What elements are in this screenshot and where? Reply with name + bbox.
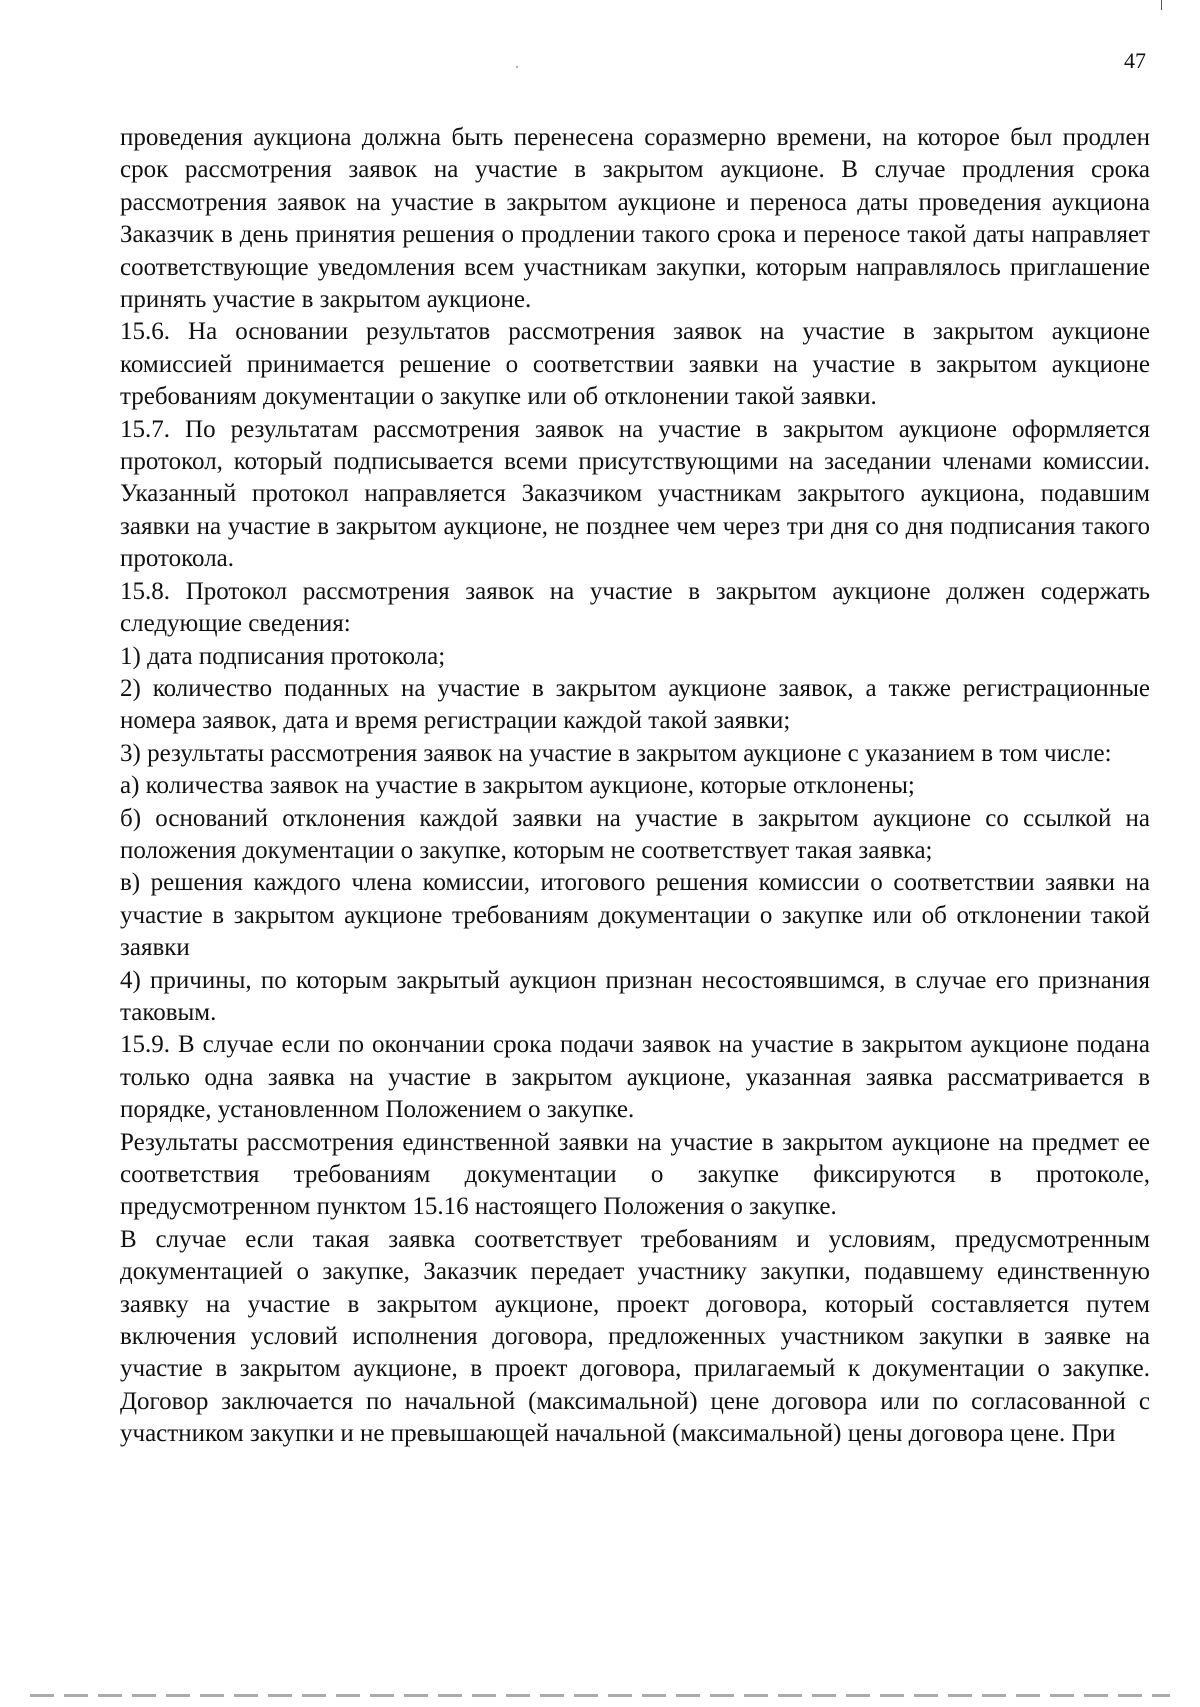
- scan-edge-mark: [1161, 0, 1162, 10]
- paragraph-15-9: 15.9. В случае если по окончании срока подачи заявок на участие в закрытом аукционе подана только одна заявка на участие в закрытом аукционе, указанная заявка рассматривается в порядке, установленном Положением о закупке.: [120, 1031, 1150, 1124]
- page-number: 47: [1124, 48, 1146, 73]
- list-item-3a: а) количества заявок на участие в закрытом аукционе, которые отклонены;: [120, 772, 915, 800]
- paragraph-15-8: 15.8. Протокол рассмотрения заявок на участие в закрытом аукционе должен содержать следующие сведения:: [120, 577, 1150, 638]
- paragraph-15-7: 15.7. По результатам рассмотрения заявок на участие в закрытом аукционе оформляется протокол, который подписывается всеми присутствующими на заседании членами комиссии. Указанный протокол направляется Заказчиком участникам закрытого аукциона, подавшим заявки на участие в закрытом аукционе, не позднее чем через три дня со дня подписания такого протокола.: [120, 415, 1150, 573]
- list-item-3v: в) решения каждого члена комиссии, итогового решения комиссии о соответствии заявки на участие в закрытом аукционе требованиям документации о закупке или об отклонении такой заявки: [120, 869, 1150, 962]
- paragraph-continuation: проведения аукциона должна быть перенесена соразмерно времени, на которое был продлен срок рассмотрения заявок на участие в закрытом аукционе. В случае продления срока рассмотрения заявок на участие в закрытом аукционе и переноса даты проведения аукциона Заказчик в день принятия решения о продлении такого срока и переносе такой даты направляет соответствующие уведомления всем участникам закупки, которым направлялось приглашение принять участие в закрытом аукционе.: [120, 124, 1150, 314]
- list-item-3b: б) оснований отклонения каждой заявки на участие в закрытом аукционе со ссылкой на положения документации о закупке, которым не соответствует такая заявка;: [120, 804, 1150, 864]
- list-item-1: 1) дата подписания протокола;: [120, 642, 446, 670]
- scan-artifact-dashed-line: [30, 1694, 1170, 1697]
- paragraph-results: Результаты рассмотрения единственной заявки на участие в закрытом аукционе на предмет ее соответствия требованиям документации о закупке фиксируются в протоколе, предусмотренном пунктом 15.16 настоящего Положения о закупке.: [120, 1128, 1150, 1221]
- list-item-2: 2) количество поданных на участие в закрытом аукционе заявок, а также регистрационные номера заявок, дата и время регистрации каждой такой заявки;: [120, 674, 1150, 735]
- list-item-4: 4) причины, по которым закрытый аукцион признан несостоявшимся, в случае его признания таковым.: [120, 966, 1150, 1026]
- document-body: [120, 122, 1150, 1451]
- list-item-3: 3) результаты рассмотрения заявок на участие в закрытом аукционе с указанием в том числе:: [120, 739, 1112, 767]
- paragraph-15-6: 15.6. На основании результатов рассмотрения заявок на участие в закрытом аукционе комиссией принимается решение о соответствии заявки на участие в закрытом аукционе требованиям документации о закупке или об отклонении такой заявки.: [120, 318, 1150, 411]
- scan-speck: [516, 66, 518, 68]
- paragraph-contract: В случае если такая заявка соответствует требованиям и условиям, предусмотренным документацией о закупке, Заказчик передает участнику закупки, подавшему единственную заявку на участие в закрытом аукционе, проект договора, который составляется путем включения условий исполнения договора, предложенных участником закупки в заявке на участие в закрытом аукционе, в проект договора, прилагаемый к документации о закупке. Договор заключается по начальной (максимальной) цене договора или по согласованной с участником закупки и не превышающей начальной (максимальной) цены договора цене. При: [120, 1225, 1150, 1448]
